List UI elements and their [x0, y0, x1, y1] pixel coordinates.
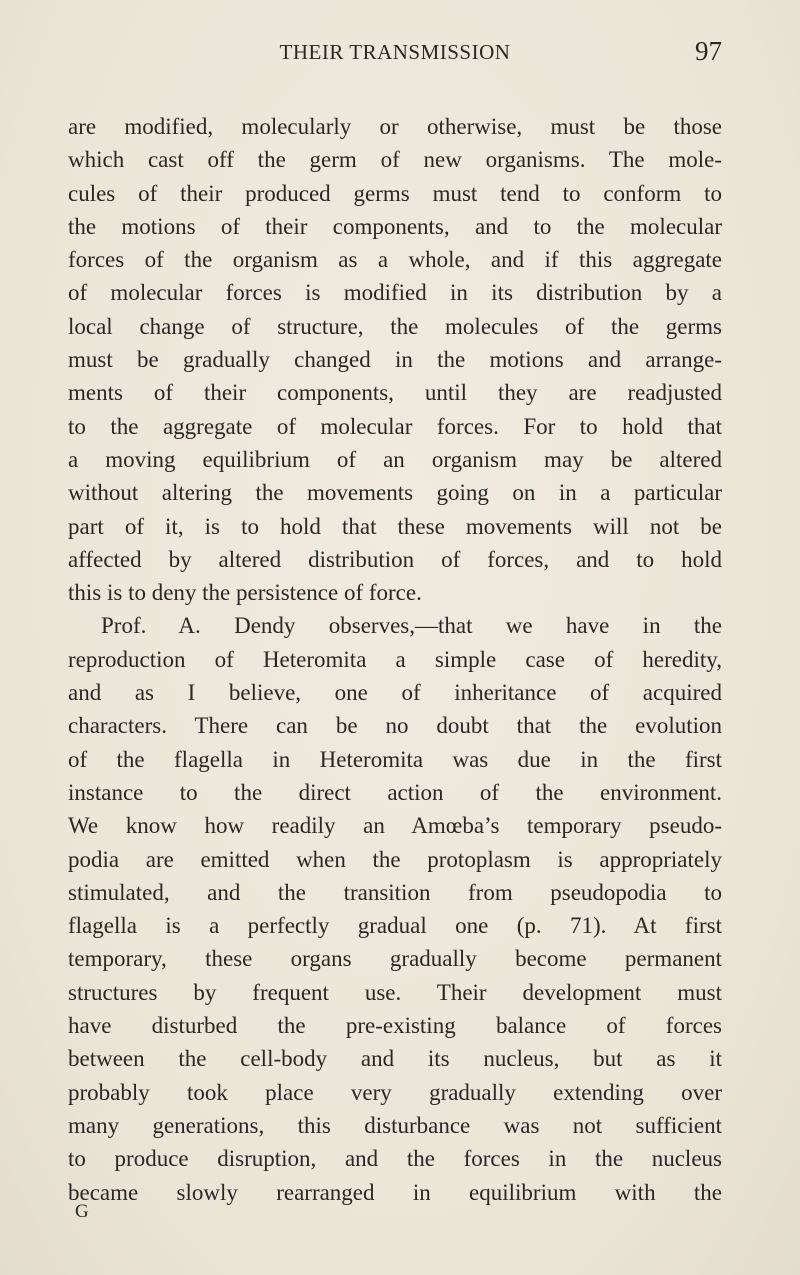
signature-mark: G: [75, 1201, 89, 1222]
text-line: affected by altered distribution of forces, and to hold: [68, 546, 722, 572]
text-line: instance to the direct action of the environment.: [68, 779, 722, 805]
text-line: part of it, is to hold that these movements will not be: [68, 513, 722, 539]
text-line: local change of structure, the molecules of the germs: [68, 313, 722, 339]
text-line: which cast off the germ of new organisms. The mole-: [68, 147, 722, 173]
text-line: between the cell-body and its nucleus, but as it: [68, 1046, 722, 1072]
paragraph-start-line: Prof. A. Dendy observes,—that we have in the: [101, 613, 722, 639]
text-line: ments of their components, until they are readjusted: [68, 380, 722, 406]
running-head-title: THEIR TRANSMISSION: [279, 40, 511, 64]
body-text: [68, 110, 722, 1209]
text-line: probably took place very gradually extending over: [68, 1079, 722, 1105]
running-head: [68, 36, 722, 72]
page-number: 97: [695, 36, 722, 66]
text-line: have disturbed the pre-existing balance of forces: [68, 1013, 722, 1039]
text-line: characters. There can be no doubt that the evolution: [68, 713, 722, 739]
text-line: of molecular forces is modified in its distribution by a: [68, 280, 722, 306]
text-line: podia are emitted when the protoplasm is appropriately: [68, 846, 722, 872]
text-line: and as I believe, one of inheritance of acquired: [68, 680, 722, 706]
text-line: flagella is a perfectly gradual one (p. 71). At first: [68, 913, 722, 939]
text-line: to the aggregate of molecular forces. For to hold that: [68, 413, 722, 439]
text-line: stimulated, and the transition from pseudopodia to: [68, 879, 722, 905]
text-line: without altering the movements going on in a particular: [68, 480, 722, 506]
text-line: temporary, these organs gradually become permanent: [68, 946, 722, 972]
text-line: are modified, molecularly or otherwise, must be those: [68, 114, 722, 139]
text-line: of the flagella in Heteromita was due in the first: [68, 746, 722, 772]
text-line: structures by frequent use. Their development must: [68, 979, 722, 1005]
text-line: the motions of their components, and to the molecular: [68, 213, 722, 239]
text-line: must be gradually changed in the motions and arrange-: [68, 347, 722, 373]
text-line: cules of their produced germs must tend to conform to: [68, 180, 722, 206]
text-line: reproduction of Heteromita a simple case of heredity,: [68, 646, 722, 672]
text-line: a moving equilibrium of an organism may be altered: [68, 446, 722, 472]
text-line: many generations, this disturbance was not sufficient: [68, 1112, 722, 1138]
text-line: became slowly rearranged in equilibrium with the: [68, 1179, 722, 1205]
text-line: forces of the organism as a whole, and if this aggregate: [68, 247, 722, 273]
text-line: We know how readily an Amœba’s temporary pseudo-: [68, 813, 722, 839]
text-line: to produce disruption, and the forces in the nucleus: [68, 1146, 722, 1172]
paragraph-end-line: this is to deny the persistence of force.: [68, 580, 422, 606]
